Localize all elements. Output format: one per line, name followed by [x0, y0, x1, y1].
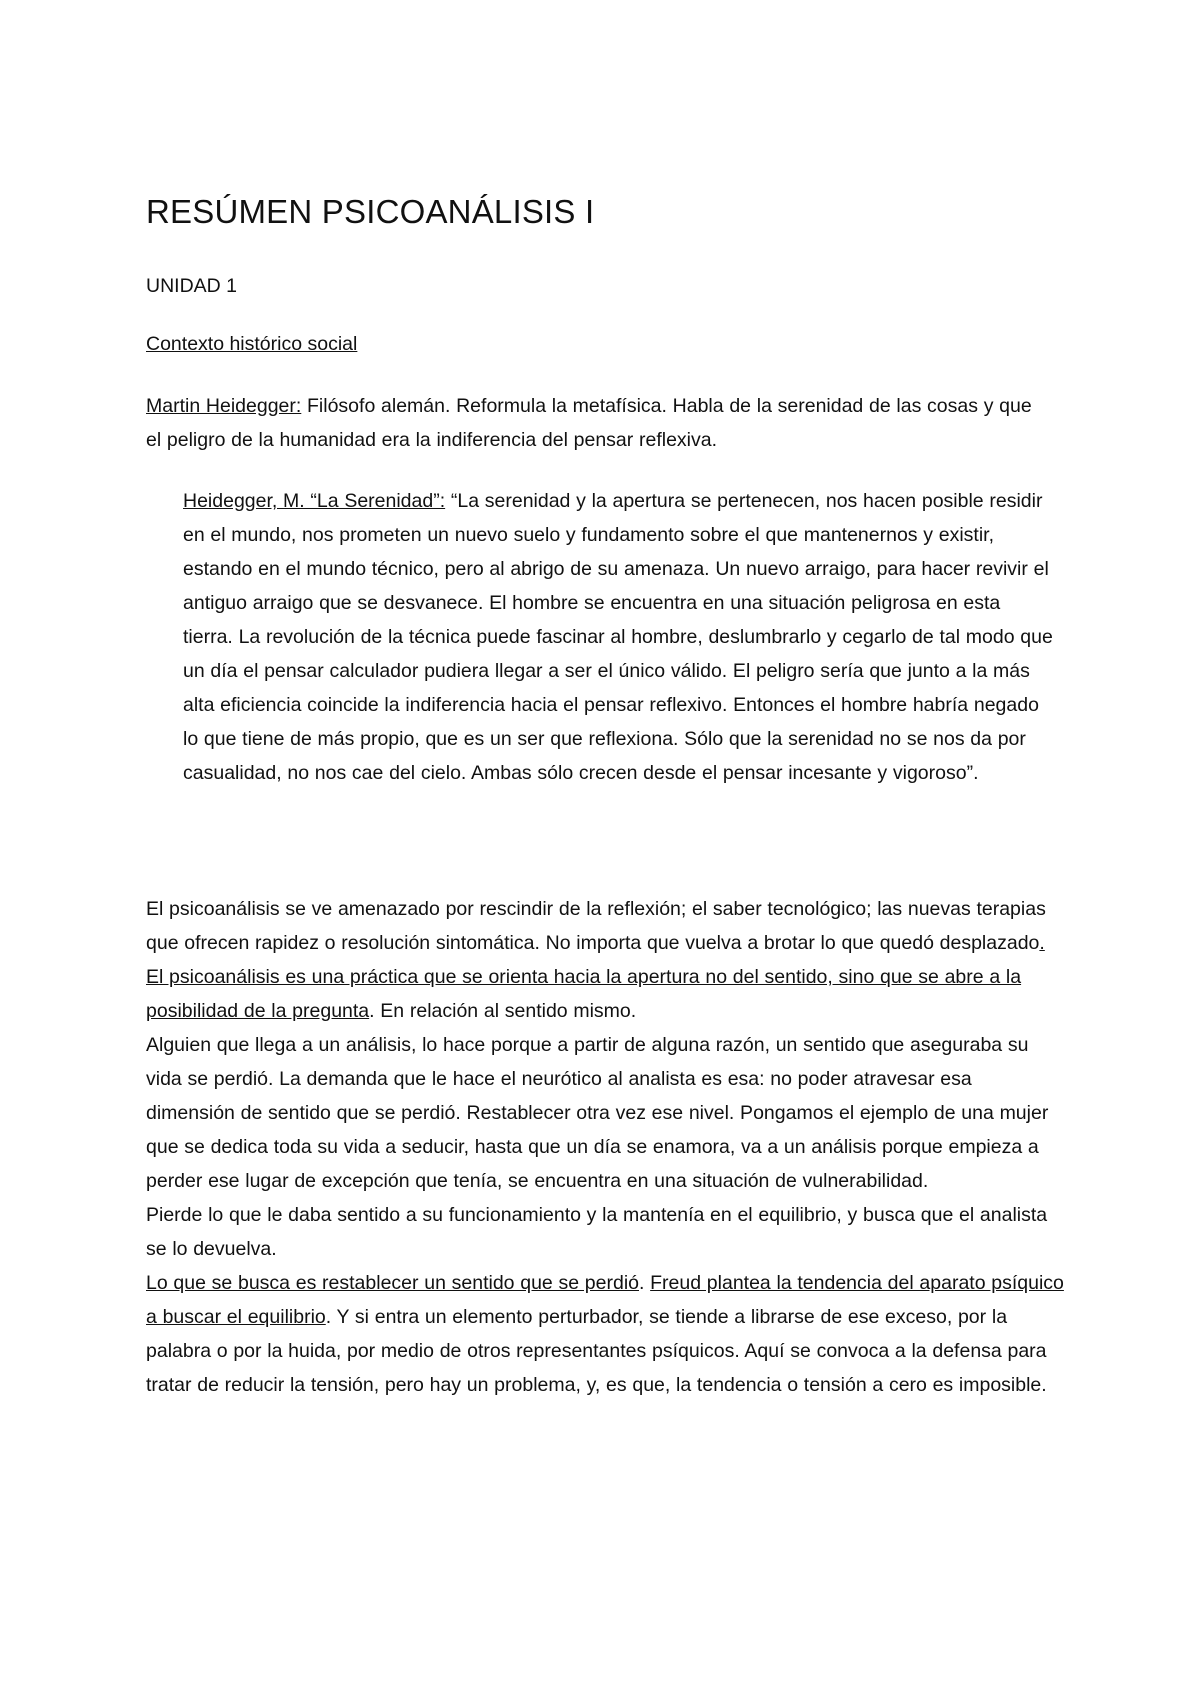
body-p4-underlined-2: Freud plantea la tendencia del aparato psíquico a buscar el equilibrio — [146, 1272, 1064, 1328]
intro-text: Filósofo alemán. Reformula la metafísica. Habla de la serenidad de las cosas y que el peligro de la humanidad era la indiferencia del pensar reflexiva. — [146, 395, 1032, 451]
quote-label: Heidegger, M. “La Serenidad”: — [183, 490, 446, 512]
body-p4-text-b: . Y si entra un elemento perturbador, se tiende a librarse de ese exceso, por la palabra o por la huida, por medio de otros representantes psíquicos. Aquí se convoca a la defensa para tratar de reducir la tensión, pero hay un problema, y, es que, la tendencia o tensión a cero es imposible. — [146, 1306, 1047, 1396]
document-title: RESÚMEN PSICOANÁLISIS I — [146, 193, 595, 230]
body-p4-underlined-1: Lo que se busca es restablecer un sentido que se perdió — [146, 1272, 639, 1294]
body-paragraph-1 — [146, 892, 1066, 1028]
intro-paragraph — [146, 389, 1046, 457]
body-p1-text-a: El psicoanálisis se ve amenazado por rescindir de la reflexión; el saber tecnológico; las nuevas terapias que ofrecen rapidez o resolución sintomática. No importa que vuelva a brotar lo que quedó desplazado — [146, 898, 1046, 954]
body-p1-underlined: . El psicoanálisis es una práctica que se orienta hacia la apertura no del sentido, sino que se abre a la posibilidad de la pregunta — [146, 932, 1045, 1022]
unit-heading: UNIDAD 1 — [146, 275, 238, 297]
section-heading: Contexto histórico social — [146, 333, 358, 355]
body-paragraph-2: Alguien que llega a un análisis, lo hace porque a partir de alguna razón, un sentido que aseguraba su vida se perdió. La demanda que le hace el neurótico al analista es esa: no poder atravesar esa dimensión de sentido que se perdió. Restablecer otra vez ese nivel. Pongamos el ejemplo de una mujer que se dedica toda su vida a seducir, hasta que un día se enamora, va a un análisis porque empieza a perder ese lugar de excepción que tenía, se encuentra en una situación de vulnerabilidad. — [146, 1034, 1049, 1192]
intro-label: Martin Heidegger: — [146, 395, 302, 417]
quote-text: “La serenidad y la apertura se pertenecen, nos hacen posible residir en el mundo, nos prometen un nuevo suelo y fundamento sobre el que mantenernos y existir, estando en el mundo técnico, pero al abrigo de su amenaza. Un nuevo arraigo, para hacer revivir el antiguo arraigo que se desvanece. El hombre se encuentra en una situación peligrosa en esta tierra. La revolución de la técnica puede fascinar al hombre, deslumbrarlo y cegarlo de tal modo que un día el pensar calculador pudiera llegar a ser el único válido. El peligro sería que junto a la más alta eficiencia coincide la indiferencia hacia el pensar reflexivo. Entonces el hombre habría negado lo que tiene de más propio, que es un ser que reflexiona. Sólo que la serenidad no se nos da por casualidad, no nos cae del cielo. Ambas sólo crecen desde el pensar incesante y vigoroso”. — [183, 490, 1053, 784]
body-paragraph-4 — [146, 1266, 1066, 1402]
body-p4-text-a: . — [639, 1272, 651, 1294]
quote-paragraph — [183, 484, 1053, 790]
body-text — [146, 892, 1066, 1402]
body-paragraph-3: Pierde lo que le daba sentido a su funcionamiento y la mantenía en el equilibrio, y busca que el analista se lo devuelva. — [146, 1204, 1048, 1260]
body-p1-text-b: . En relación al sentido mismo. — [369, 1000, 637, 1022]
